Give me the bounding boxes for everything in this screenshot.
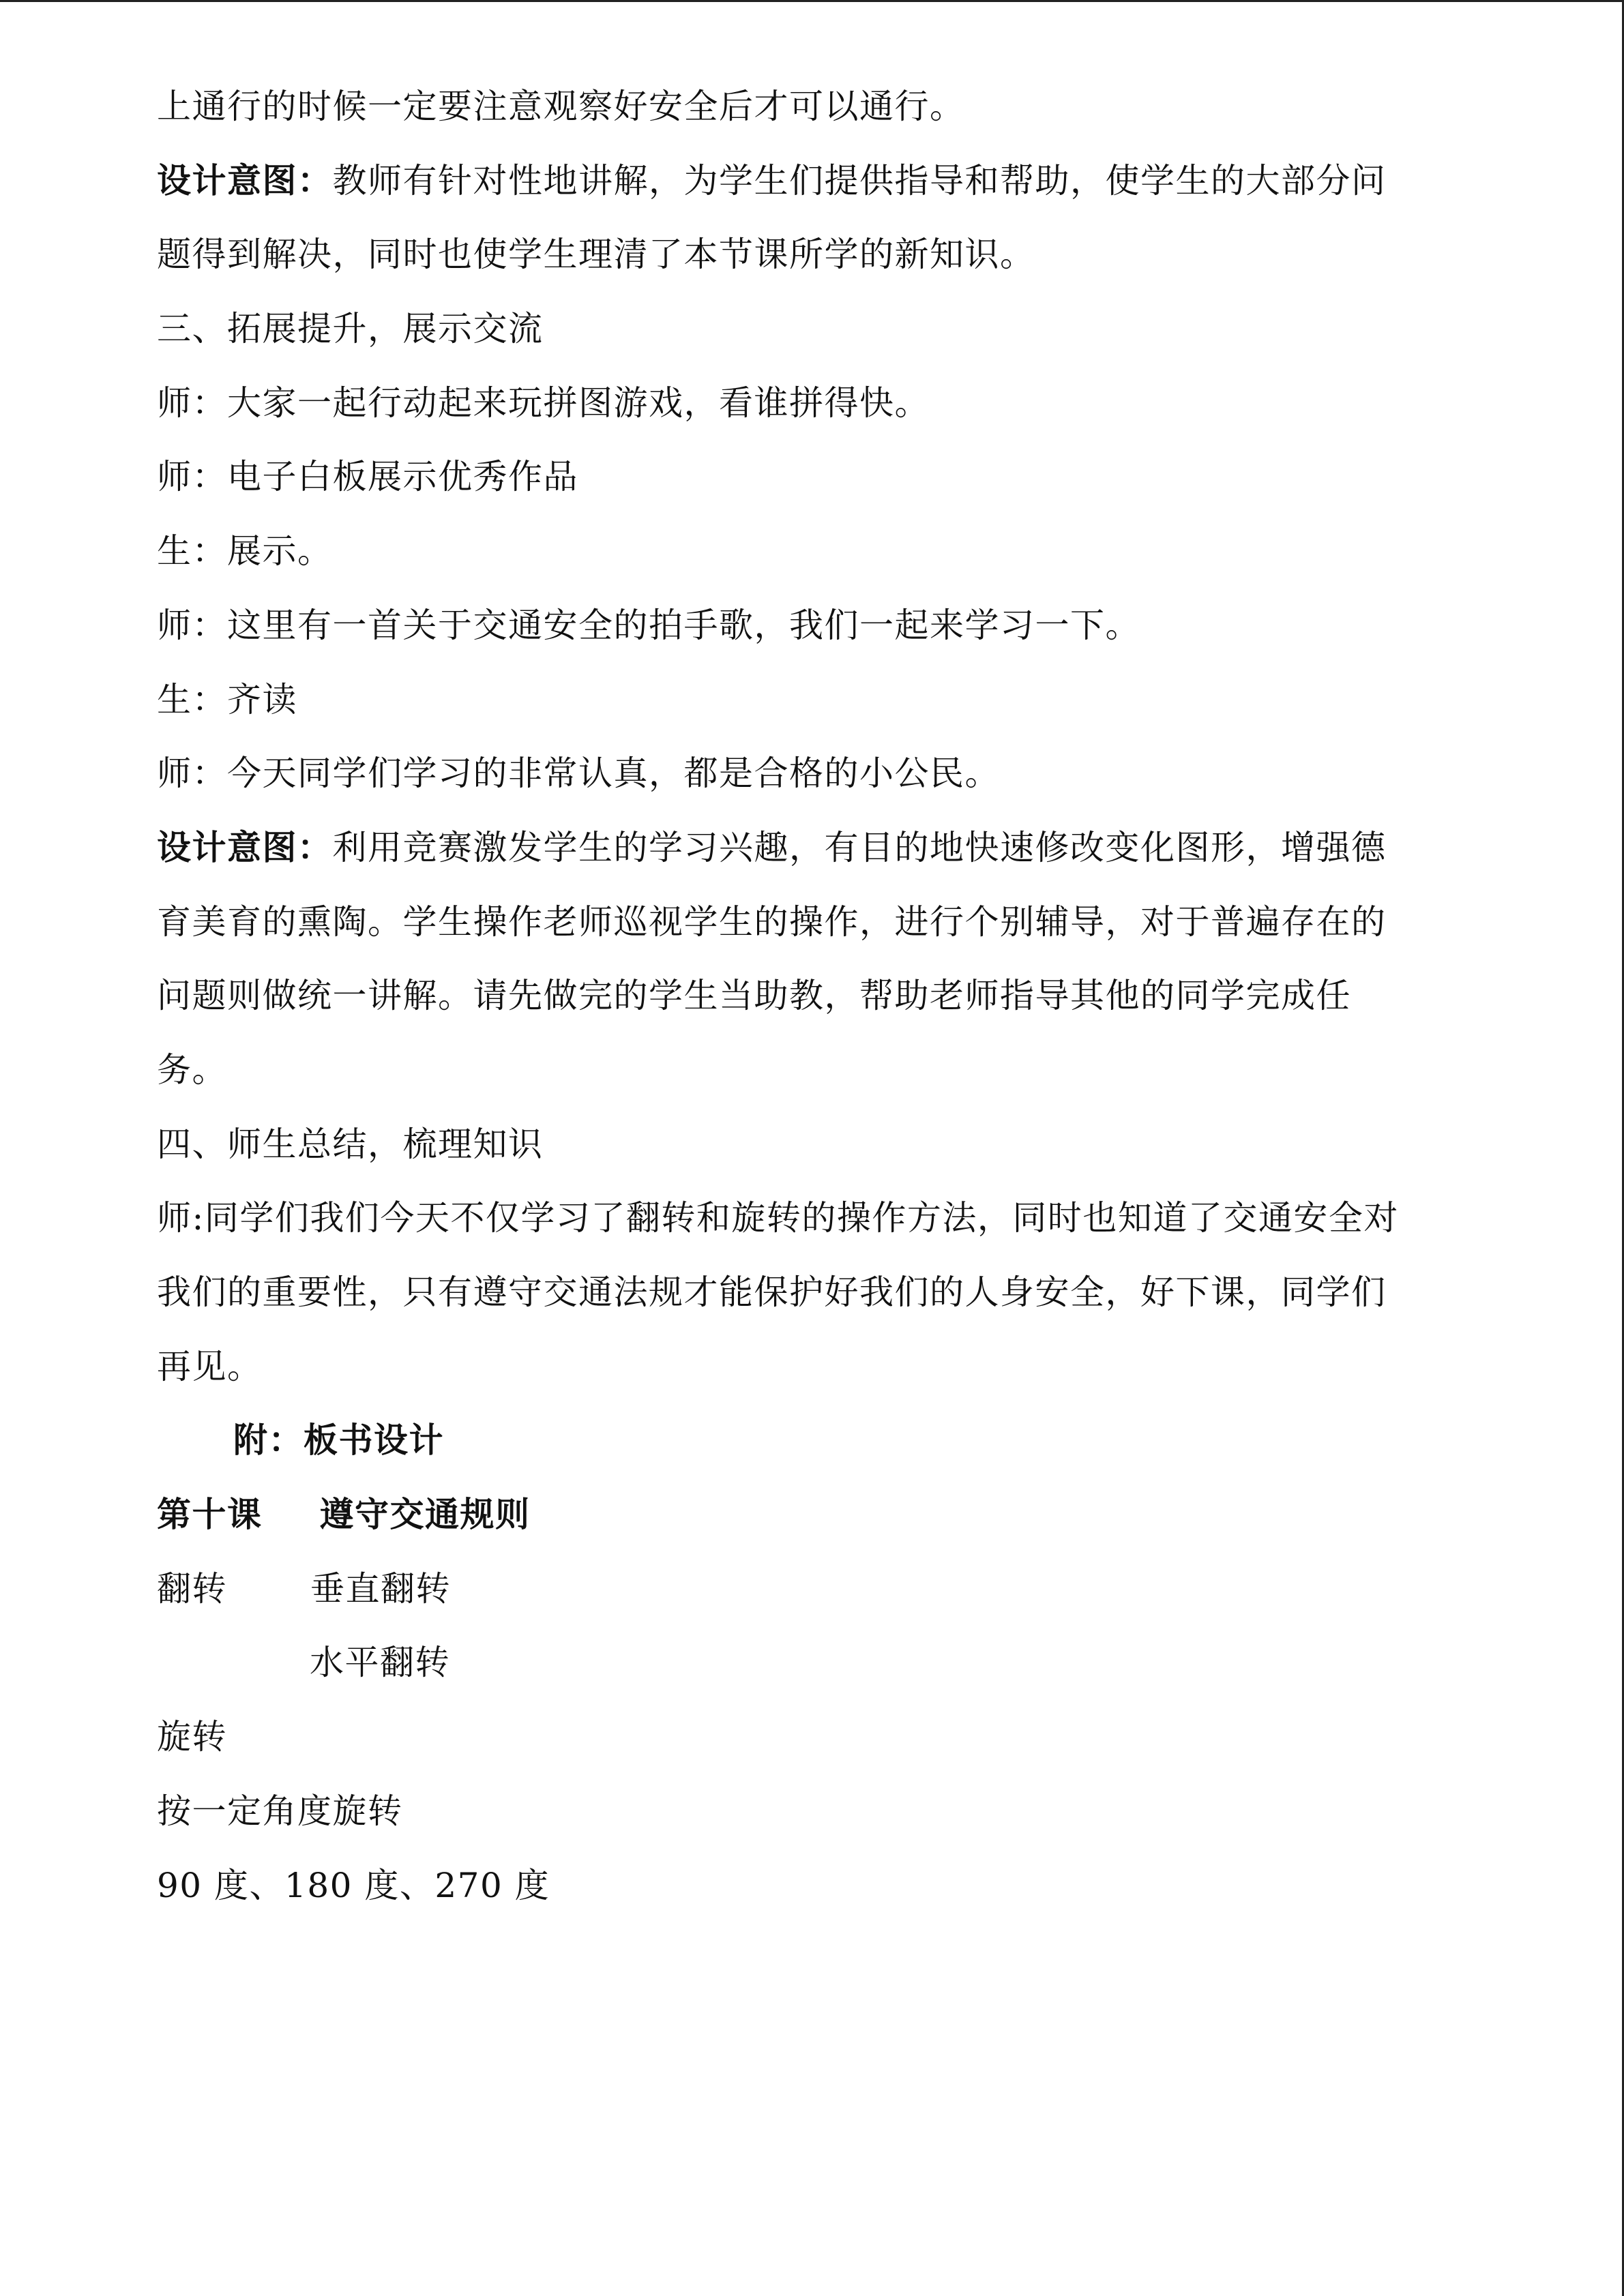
board-rotate-angle: 按一定角度旋转 <box>157 1791 403 1831</box>
teacher-line: 师：今天同学们学习的非常认真，都是合格的小公民。 <box>157 754 1000 794</box>
teacher-line: 师：大家一起行动起来玩拼图游戏，看谁拼得快。 <box>157 383 930 423</box>
student-line: 生：齐读 <box>157 679 297 719</box>
paragraph-line: 育美育的熏陶。学生操作老师巡视学生的操作，进行个别辅导，对于普遍存在的 <box>157 901 1387 942</box>
board-design-heading: 附：板书设计 <box>233 1420 444 1461</box>
design-intent-label: 设计意图： <box>157 826 333 867</box>
teacher-line: 师：电子白板展示优秀作品 <box>157 457 578 497</box>
section-heading-4: 四、师生总结，梳理知识 <box>157 1124 544 1164</box>
lesson-title-line <box>157 1478 1507 1552</box>
lesson-number: 第十课 <box>157 1494 263 1535</box>
page-top-border <box>0 0 1624 2</box>
board-degrees: 90 度、180 度、270 度 <box>157 1865 550 1905</box>
paragraph-line: 题得到解决，同时也使学生理清了本节课所学的新知识。 <box>157 235 1035 275</box>
design-intent-1-line <box>157 144 1507 218</box>
document-page <box>157 70 1507 1922</box>
design-intent-text: 利用竞赛激发学生的学习兴趣，有目的地快速修改变化图形，增强德 <box>332 827 1387 867</box>
design-intent-2-line <box>157 811 1507 885</box>
paragraph-line: 务。 <box>157 1049 227 1090</box>
paragraph-line: 上通行的时候一定要注意观察好安全后才可以通行。 <box>157 87 965 126</box>
lesson-title: 遵守交通规则 <box>319 1494 531 1535</box>
board-flip-vertical: 垂直翻转 <box>310 1568 451 1609</box>
board-flip-line <box>157 1552 1507 1626</box>
student-line: 生：展示。 <box>157 531 333 571</box>
section-heading-3: 三、拓展提升，展示交流 <box>157 309 544 349</box>
design-intent-label: 设计意图： <box>157 160 333 200</box>
paragraph-line: 我们的重要性，只有遵守交通法规才能保护好我们的人身安全，好下课，同学们 <box>157 1272 1387 1312</box>
board-flip: 翻转 <box>157 1568 227 1609</box>
teacher-line: 师：这里有一首关于交通安全的拍手歌，我们一起来学习一下。 <box>157 605 1140 645</box>
board-rotate: 旋转 <box>157 1717 227 1757</box>
paragraph-line: 再见。 <box>157 1346 263 1386</box>
design-intent-text: 教师有针对性地讲解，为学生们提供指导和帮助，使学生的大部分问 <box>332 160 1387 200</box>
paragraph-line: 问题则做统一讲解。请先做完的学生当助教，帮助老师指导其他的同学完成任 <box>157 976 1351 1016</box>
teacher-line: 师:同学们我们今天不仅学习了翻转和旋转的操作方法，同时也知道了交通安全对 <box>157 1198 1399 1238</box>
board-flip-horizontal: 水平翻转 <box>310 1643 450 1683</box>
